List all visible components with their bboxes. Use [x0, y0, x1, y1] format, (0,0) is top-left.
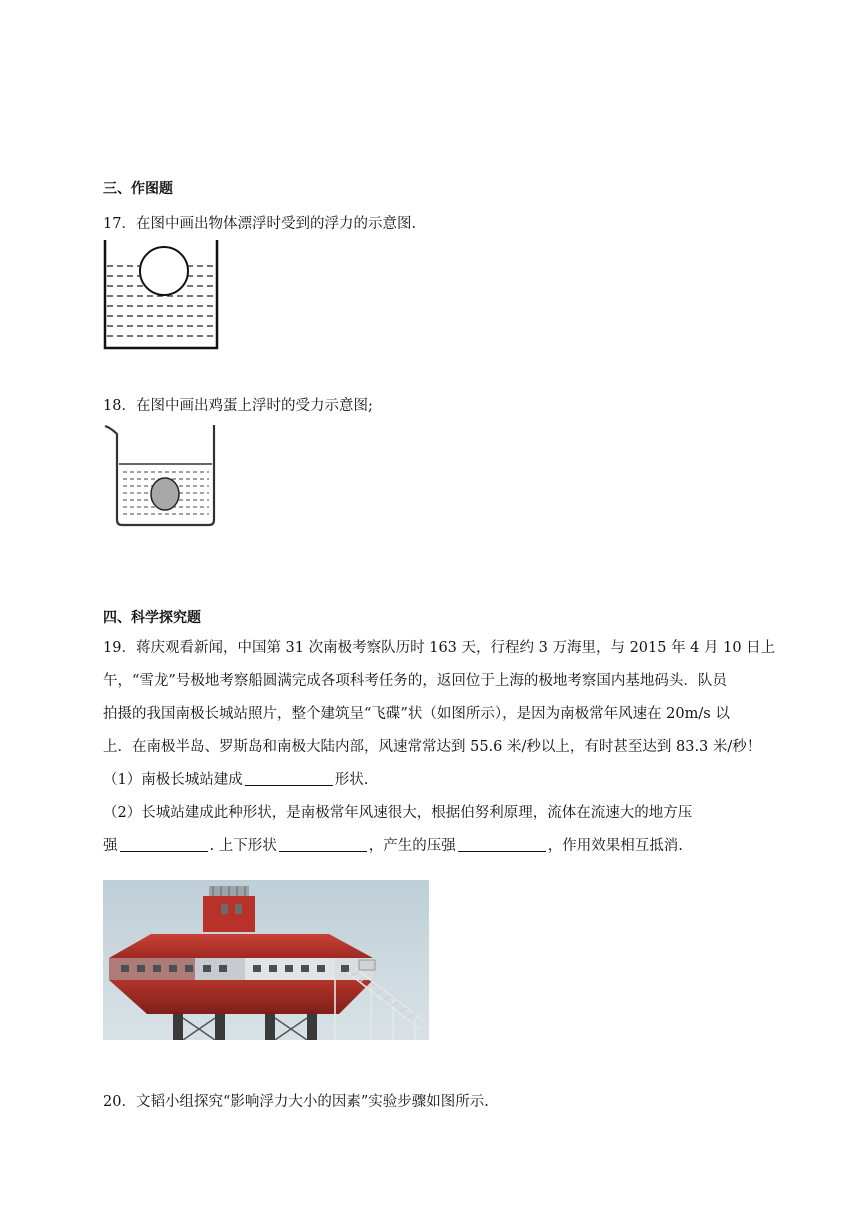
- question-19-sub1: [103, 764, 763, 797]
- answer-blank-pressure[interactable]: [120, 837, 208, 852]
- answer-blank-shape[interactable]: [245, 771, 333, 786]
- question-19-line: 19．蒋庆观看新闻，中国第 31 次南极考察队历时 163 天，行程约 3 万海里，与 2015 年 4 月 10 日上: [103, 640, 776, 656]
- figure-egg-beaker: [103, 422, 219, 528]
- question-18-text: 18．在图中画出鸡蛋上浮时的受力示意图;: [103, 398, 373, 414]
- question-19-text: [103, 632, 776, 863]
- section-3-title: 三、作图题: [103, 181, 173, 197]
- station-photo: [103, 880, 429, 1040]
- answer-blank-pressure-diff[interactable]: [458, 837, 546, 852]
- question-19-sub2-line2: [103, 830, 763, 863]
- question-20-text: 20．文韬小组探究“影响浮力大小的因素”实验步骤如图所示.: [103, 1094, 489, 1110]
- answer-blank-shape-diff[interactable]: [279, 837, 367, 852]
- egg: [151, 478, 179, 510]
- question-19-line: 午，“雪龙”号极地考察船圆满完成各项科考任务的，返回位于上海的极地考察国内基地码头．队员: [103, 673, 727, 689]
- question-19-line: 拍摄的我国南极长城站照片，整个建筑呈“飞碟”状（如图所示），是因为南极常年风速在 20m/s 以: [103, 706, 730, 722]
- beaker-outline: [105, 425, 214, 525]
- floating-ball: [140, 247, 188, 295]
- sub1-suffix: 形状.: [334, 772, 369, 788]
- station-hull: [109, 980, 373, 1014]
- question-19-sub2-line1: （2）长城站建成此种形状，是南极常年风速很大，根据伯努利原理，流体在流速大的地方压: [103, 805, 693, 821]
- tower-block: [203, 896, 255, 932]
- section-4-title: 四、科学探究题: [103, 610, 201, 626]
- sub2-part-d: ，作用效果相互抵消.: [547, 838, 683, 854]
- question-19-line: 上．在南极半岛、罗斯岛和南极大陆内部，风速常常达到 55.6 米/秒以上，有时甚至达到 83.3 米/秒！: [103, 739, 762, 755]
- station-roof: [109, 934, 373, 958]
- figure-floating-object: [103, 240, 221, 352]
- sub2-part-b: . 上下形状: [209, 838, 277, 854]
- sub1-prefix: （1）南极长城站建成: [103, 772, 243, 788]
- question-17-text: 17．在图中画出物体漂浮时受到的浮力的示意图.: [103, 216, 417, 232]
- sub2-part-c: ，产生的压强: [368, 838, 456, 854]
- sub2-part-a: 强: [103, 838, 118, 854]
